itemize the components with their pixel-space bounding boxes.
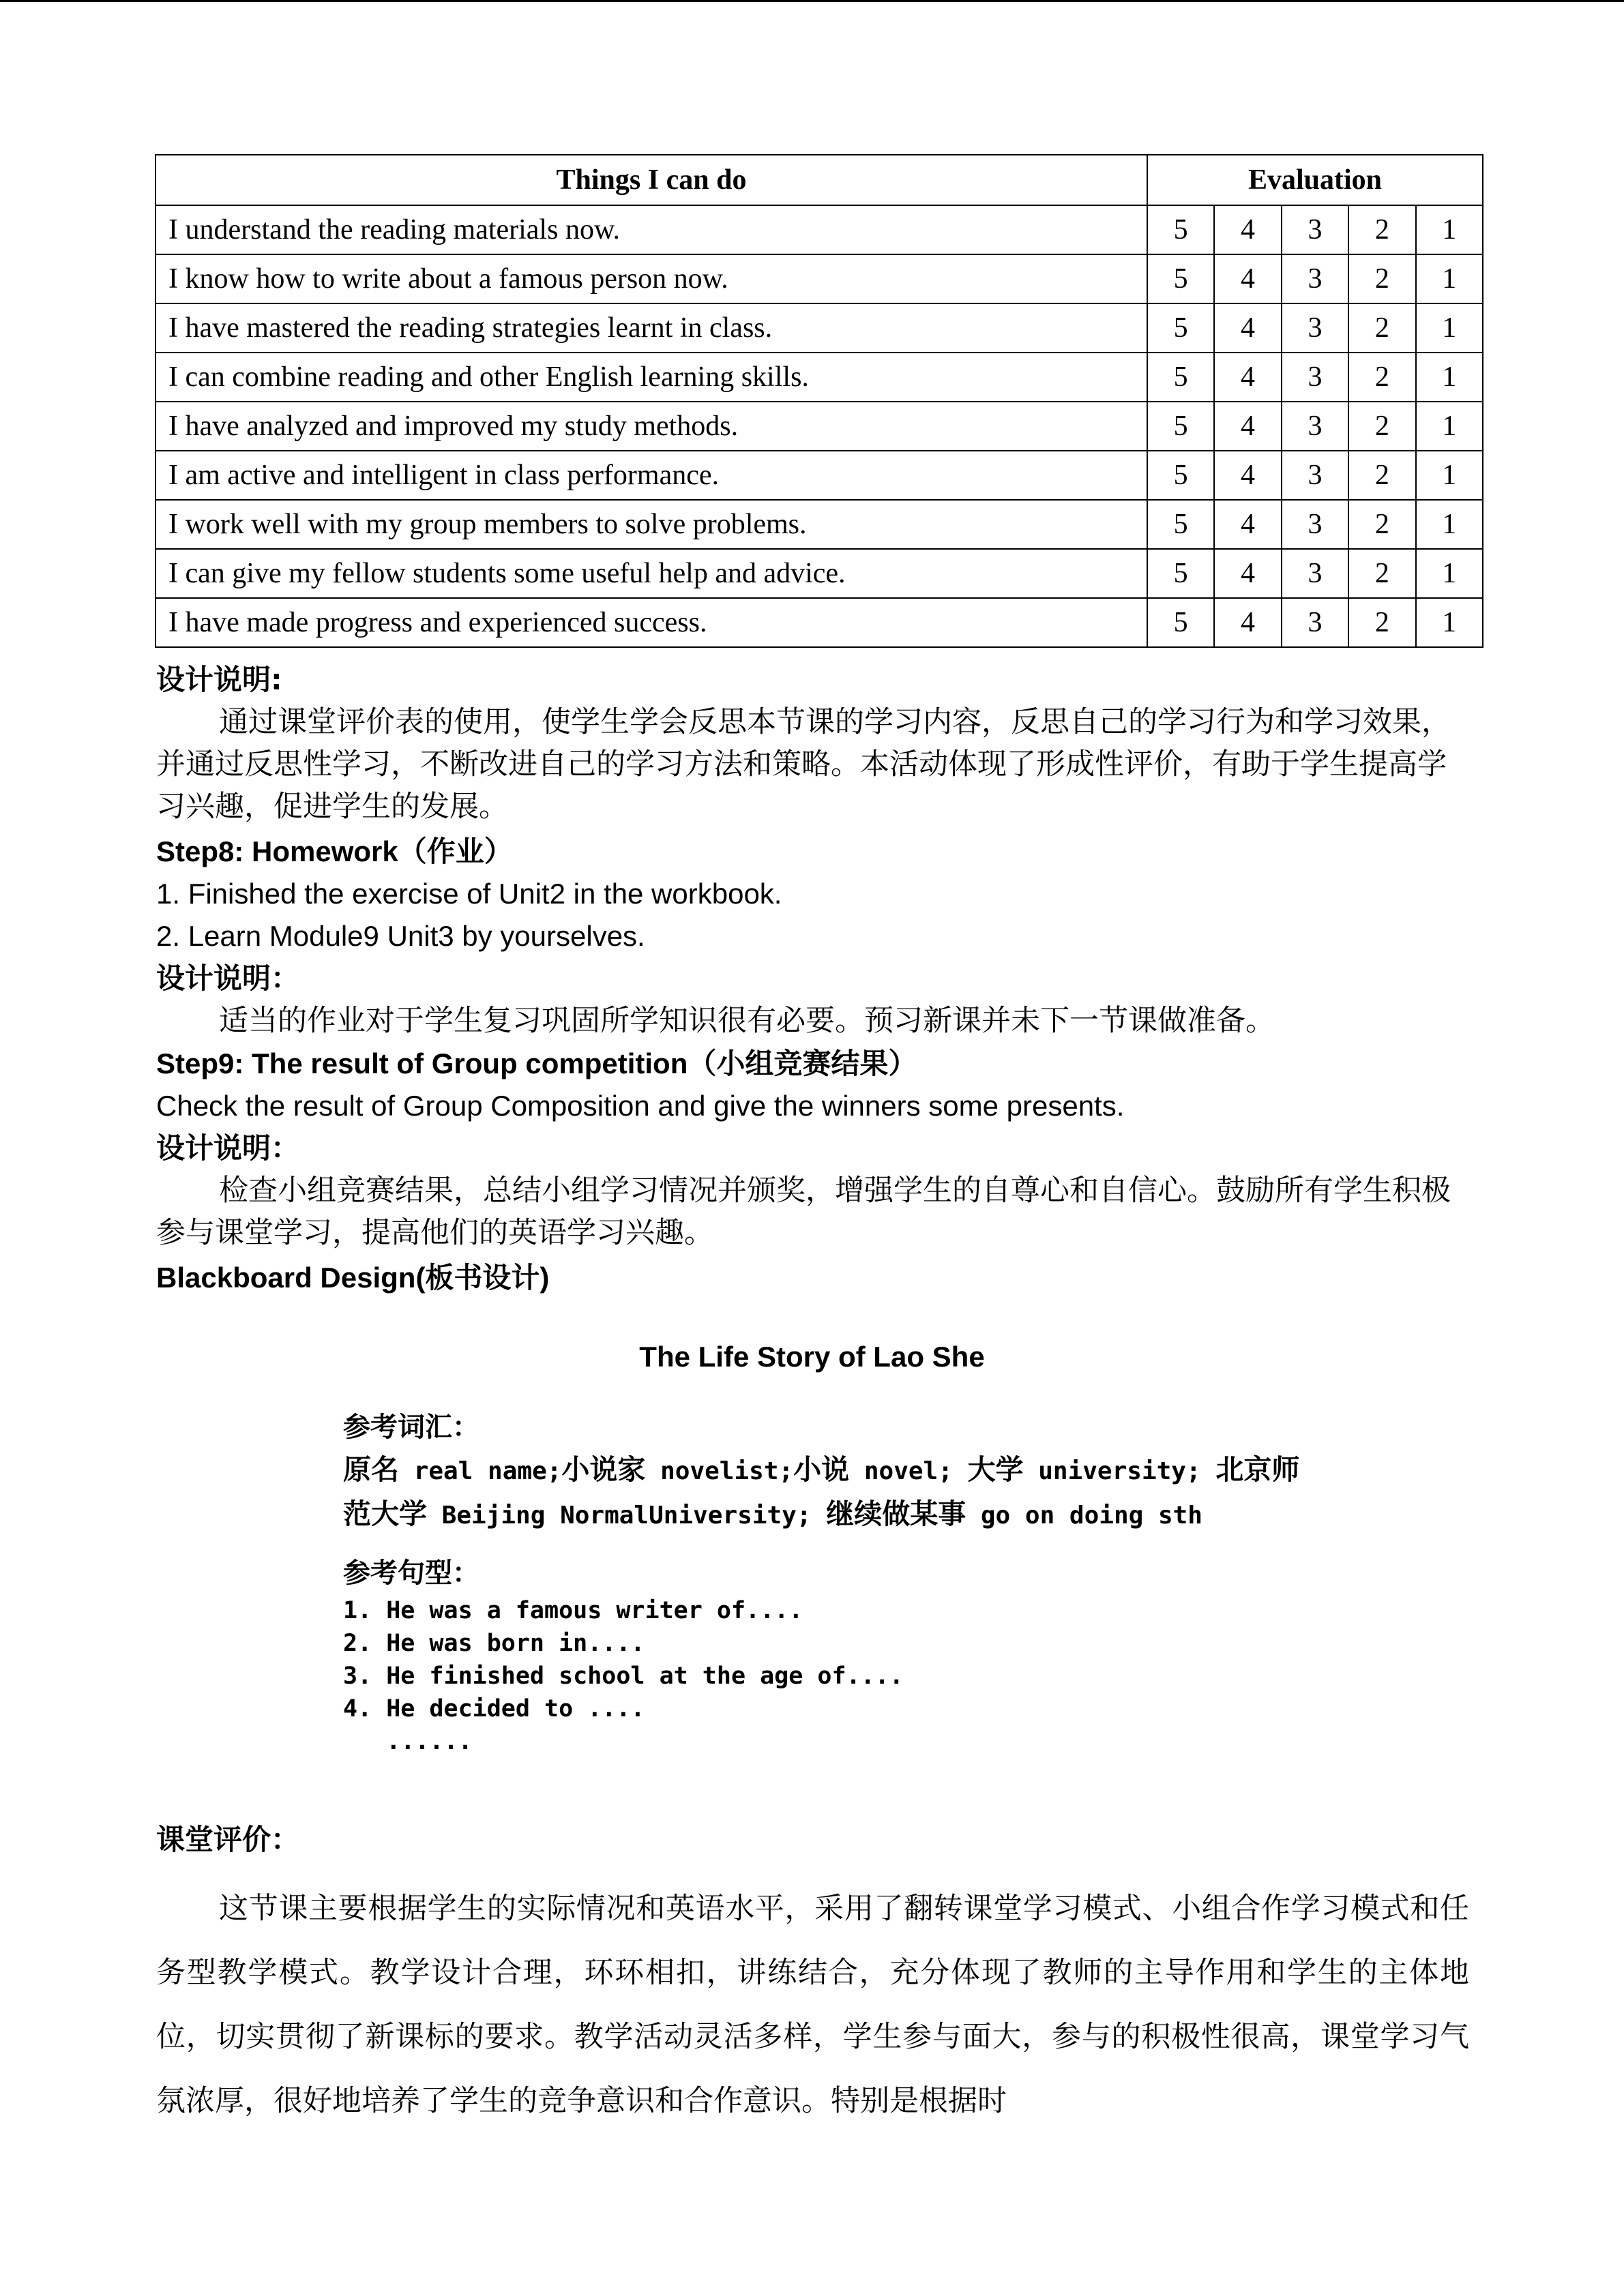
score-option-3[interactable]: 3 [1282,451,1348,500]
score-option-3[interactable]: 3 [1282,205,1348,254]
table-row [156,254,1483,303]
score-option-2[interactable]: 2 [1348,451,1415,500]
vocab-english: go on doing sth [966,1502,1202,1530]
table-header-row [156,155,1483,205]
vocab-english: novelist; [645,1457,794,1485]
blackboard-content [343,1406,1434,1758]
score-option-5[interactable]: 5 [1147,303,1214,353]
vocab-chinese: 范大学 [343,1497,427,1530]
score-option-1[interactable]: 1 [1416,205,1483,254]
homework-item-1: 1. Finished the exercise of Unit2 in the workbook. [156,878,782,910]
score-option-4[interactable]: 4 [1214,549,1281,598]
evaluation-heading: 课堂评价： [156,1823,300,1856]
step9-note-heading: 设计说明： [156,1131,300,1165]
blackboard-heading: Blackboard Design(板书设计) [156,1262,550,1294]
score-option-2[interactable]: 2 [1348,549,1415,598]
score-option-1[interactable]: 1 [1416,451,1483,500]
vocab-english: university; [1023,1457,1216,1485]
blackboard-section [156,1257,1473,1299]
blackboard-title: The Life Story of Lao She [639,1341,985,1373]
step9-section [156,1043,1473,1254]
sentence-heading: 参考句型： [343,1557,479,1589]
can-do-statement: I can combine reading and other English learning skills. [156,353,1147,402]
table-row [156,451,1483,500]
can-do-statement: I can give my fellow students some useful help and advice. [156,549,1147,598]
score-option-3[interactable]: 3 [1282,402,1348,451]
can-do-statement: I have analyzed and improved my study methods. [156,402,1147,451]
score-option-1[interactable]: 1 [1416,500,1483,549]
score-option-1[interactable]: 1 [1416,353,1483,402]
score-option-2[interactable]: 2 [1348,500,1415,549]
score-option-4[interactable]: 4 [1214,205,1281,254]
score-option-3[interactable]: 3 [1282,303,1348,353]
table-row [156,402,1483,451]
homework-item-2: 2. Learn Module9 Unit3 by yourselves. [156,920,645,952]
score-option-4[interactable]: 4 [1214,353,1281,402]
can-do-statement: I understand the reading materials now. [156,205,1147,254]
can-do-statement: I have mastered the reading strategies learnt in class. [156,303,1147,353]
vocab-chinese: 北京师 [1215,1453,1300,1486]
score-option-5[interactable]: 5 [1147,500,1214,549]
score-option-5[interactable]: 5 [1147,451,1214,500]
table-row [156,353,1483,402]
score-option-2[interactable]: 2 [1348,598,1415,647]
evaluation-section [156,1819,1473,1861]
score-option-2[interactable]: 2 [1348,402,1415,451]
step9-heading: Step9: The result of Group competition（小组竞赛结果） [156,1047,917,1079]
score-option-4[interactable]: 4 [1214,598,1281,647]
score-option-1[interactable]: 1 [1416,598,1483,647]
can-do-statement: I am active and intelligent in class performance. [156,451,1147,500]
vocab-line-2 [343,1493,1434,1537]
sentence-pattern: 4. He decided to .... [343,1695,645,1723]
score-option-4[interactable]: 4 [1214,451,1281,500]
score-option-4[interactable]: 4 [1214,500,1281,549]
self-evaluation-table [155,154,1483,648]
step8-note-heading: 设计说明： [156,961,300,995]
header-evaluation: Evaluation [1147,155,1483,205]
score-option-1[interactable]: 1 [1416,549,1483,598]
top-border-line [0,0,1624,2]
can-do-statement: I know how to write about a famous person now. [156,254,1147,303]
table-row [156,303,1483,353]
header-things-i-can-do: Things I can do [156,155,1147,205]
vocab-chinese: 小说家 [561,1453,646,1486]
vocab-english: real name; [399,1457,562,1485]
table-row [156,500,1483,549]
step8-note-text: 适当的作业对于学生复习巩固所学知识很有必要。预习新课并未下一节课做准备。 [219,1004,1275,1038]
score-option-3[interactable]: 3 [1282,254,1348,303]
score-option-3[interactable]: 3 [1282,500,1348,549]
sentence-pattern: 1. He was a famous writer of.... [343,1597,803,1624]
vocab-chinese: 大学 [967,1453,1024,1486]
vocab-chinese: 小说 [793,1453,850,1486]
score-option-2[interactable]: 2 [1348,254,1415,303]
vocab-chinese: 继续做某事 [826,1497,966,1530]
vocab-line-1 [343,1448,1434,1493]
score-option-1[interactable]: 1 [1416,303,1483,353]
score-option-5[interactable]: 5 [1147,598,1214,647]
step8-section [156,831,1473,1042]
score-option-4[interactable]: 4 [1214,254,1281,303]
score-option-2[interactable]: 2 [1348,353,1415,402]
design-note-1-text: 通过课堂评价表的使用，使学生学会反思本节课的学习内容，反思自己的学习行为和学习效果，并通过反思性学习，不断改进自己的学习方法和策略。本活动体现了形成性评价，有助于学生提高学习兴趣，促进学生的发展。 [156,705,1451,824]
design-note-1 [156,659,1473,828]
vocab-heading: 参考词汇： [343,1412,479,1443]
step9-text: Check the result of Group Composition and give the winners some presents. [156,1090,1125,1122]
score-option-5[interactable]: 5 [1147,353,1214,402]
table-row [156,598,1483,647]
table-row [156,205,1483,254]
score-option-5[interactable]: 5 [1147,205,1214,254]
sentence-list [343,1594,1434,1758]
can-do-statement: I have made progress and experienced success. [156,598,1147,647]
sentence-pattern: ...... [343,1728,473,1755]
score-option-1[interactable]: 1 [1416,402,1483,451]
score-option-3[interactable]: 3 [1282,549,1348,598]
table-body [156,205,1483,647]
vocab-english: Beijing NormalUniversity; [427,1502,827,1530]
score-option-4[interactable]: 4 [1214,402,1281,451]
score-option-3[interactable]: 3 [1282,353,1348,402]
table-row [156,549,1483,598]
can-do-statement: I work well with my group members to solve problems. [156,500,1147,549]
score-option-1[interactable]: 1 [1416,254,1483,303]
design-note-1-heading: 设计说明: [156,663,282,696]
score-option-2[interactable]: 2 [1348,303,1415,353]
score-option-5[interactable]: 5 [1147,254,1214,303]
score-option-4[interactable]: 4 [1214,303,1281,353]
score-option-5[interactable]: 5 [1147,549,1214,598]
score-option-2[interactable]: 2 [1348,205,1415,254]
step8-heading: Step8: Homework（作业） [156,835,513,867]
vocab-english: novel; [849,1457,968,1485]
step9-note-text: 检查小组竞赛结果，总结小组学习情况并颁奖，增强学生的自尊心和自信心。鼓励所有学生积极参与课堂学习，提高他们的英语学习兴趣。 [156,1174,1451,1250]
evaluation-text: 这节课主要根据学生的实际情况和英语水平，采用了翻转课堂学习模式、小组合作学习模式和任务型教学模式。教学设计合理，环环相扣，讲练结合，充分体现了教师的主导作用和学生的主体地位，切实贯彻了新课标的要求。教学活动灵活多样，学生参与面大，参与的积极性很高，课堂学习气氛浓厚，很好地培养了学生的竞争意识和合作意识。特别是根据时 [156,1892,1469,2118]
vocab-chinese: 原名 [343,1453,399,1486]
score-option-5[interactable]: 5 [1147,402,1214,451]
score-option-3[interactable]: 3 [1282,598,1348,647]
sentence-pattern: 2. He was born in.... [343,1630,645,1657]
sentence-pattern: 3. He finished school at the age of.... [343,1663,904,1690]
